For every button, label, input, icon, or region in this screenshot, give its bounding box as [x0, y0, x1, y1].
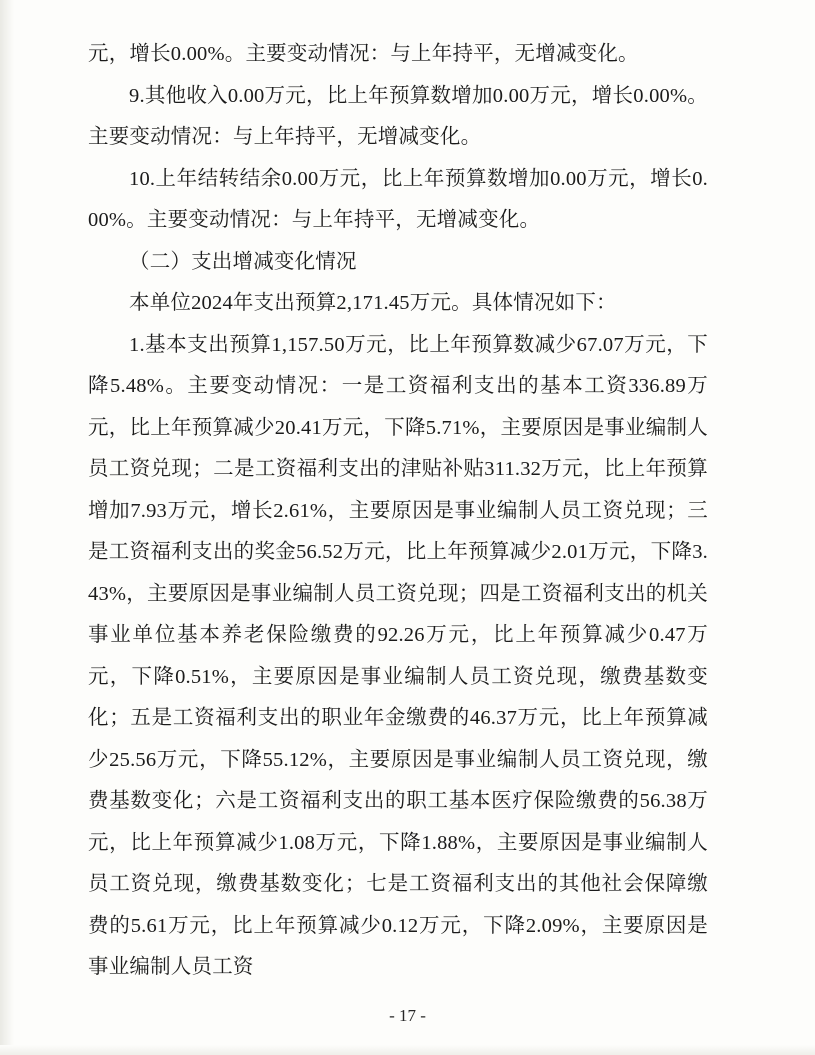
page-number: - 17 - [389, 1006, 426, 1025]
paragraph-item-9: 9.其他收入0.00万元，比上年预算数增加0.00万元，增长0.00%。主要变动情况：与上年持平，无增减变化。 [88, 84, 708, 148]
page-body [88, 34, 708, 989]
paragraph-continued-8: 元，增长0.00%。主要变动情况：与上年持平，无增减变化。 [88, 43, 639, 65]
page-left-shadow [0, 0, 14, 1055]
paragraph-expenditure-intro: 本单位2024年支出预算2,171.45万元。具体情况如下： [129, 292, 617, 314]
paragraph-basic-expenditure: 1.基本支出预算1,157.50万元，比上年预算数减少67.07万元，下降5.48%。主要变动情况：一是工资福利支出的基本工资336.89万元，比上年预算减少20.41万元，下降5.71%，主要原因是事业编制人员工资兑现；二是工资福利支出的津贴补贴311.32万元，比上年预算增加7.93万元，增长2.61%，主要原因是事业编制人员工资兑现；三是工资福利支出的奖金56.52万元，比上年预算减少2.01万元，下降3.43%，主要原因是事业编制人员工资兑现；四是工资福利支出的机关事业单位基本养老保险缴费的92.26万元，比上年预算减少0.47万元，下降0.51%，主要原因是事业编制人员工资兑现，缴费基数变化；五是工资福利支出的职业年金缴费的46.37万元，比上年预算减少25.56万元，下降55.12%，主要原因是事业编制人员工资兑现，缴费基数变化；六是工资福利支出的职工基本医疗保险缴费的56.38万元，比上年预算减少1.08万元，下降1.88%，主要原因是事业编制人员工资兑现，缴费基数变化；七是工资福利支出的其他社会保障缴费的5.61万元，比上年预算减少0.12万元，下降2.09%，主要原因是事业编制人员工资 [88, 333, 708, 978]
section-heading-expenditure-change: （二）支出增减变化情况 [129, 250, 357, 273]
page-bottom-shadow [0, 1045, 815, 1055]
paragraph-item-10: 10.上年结转结余0.00万元，比上年预算数增加0.00万元，增长0.00%。主要变动情况：与上年持平，无增减变化。 [88, 167, 708, 231]
